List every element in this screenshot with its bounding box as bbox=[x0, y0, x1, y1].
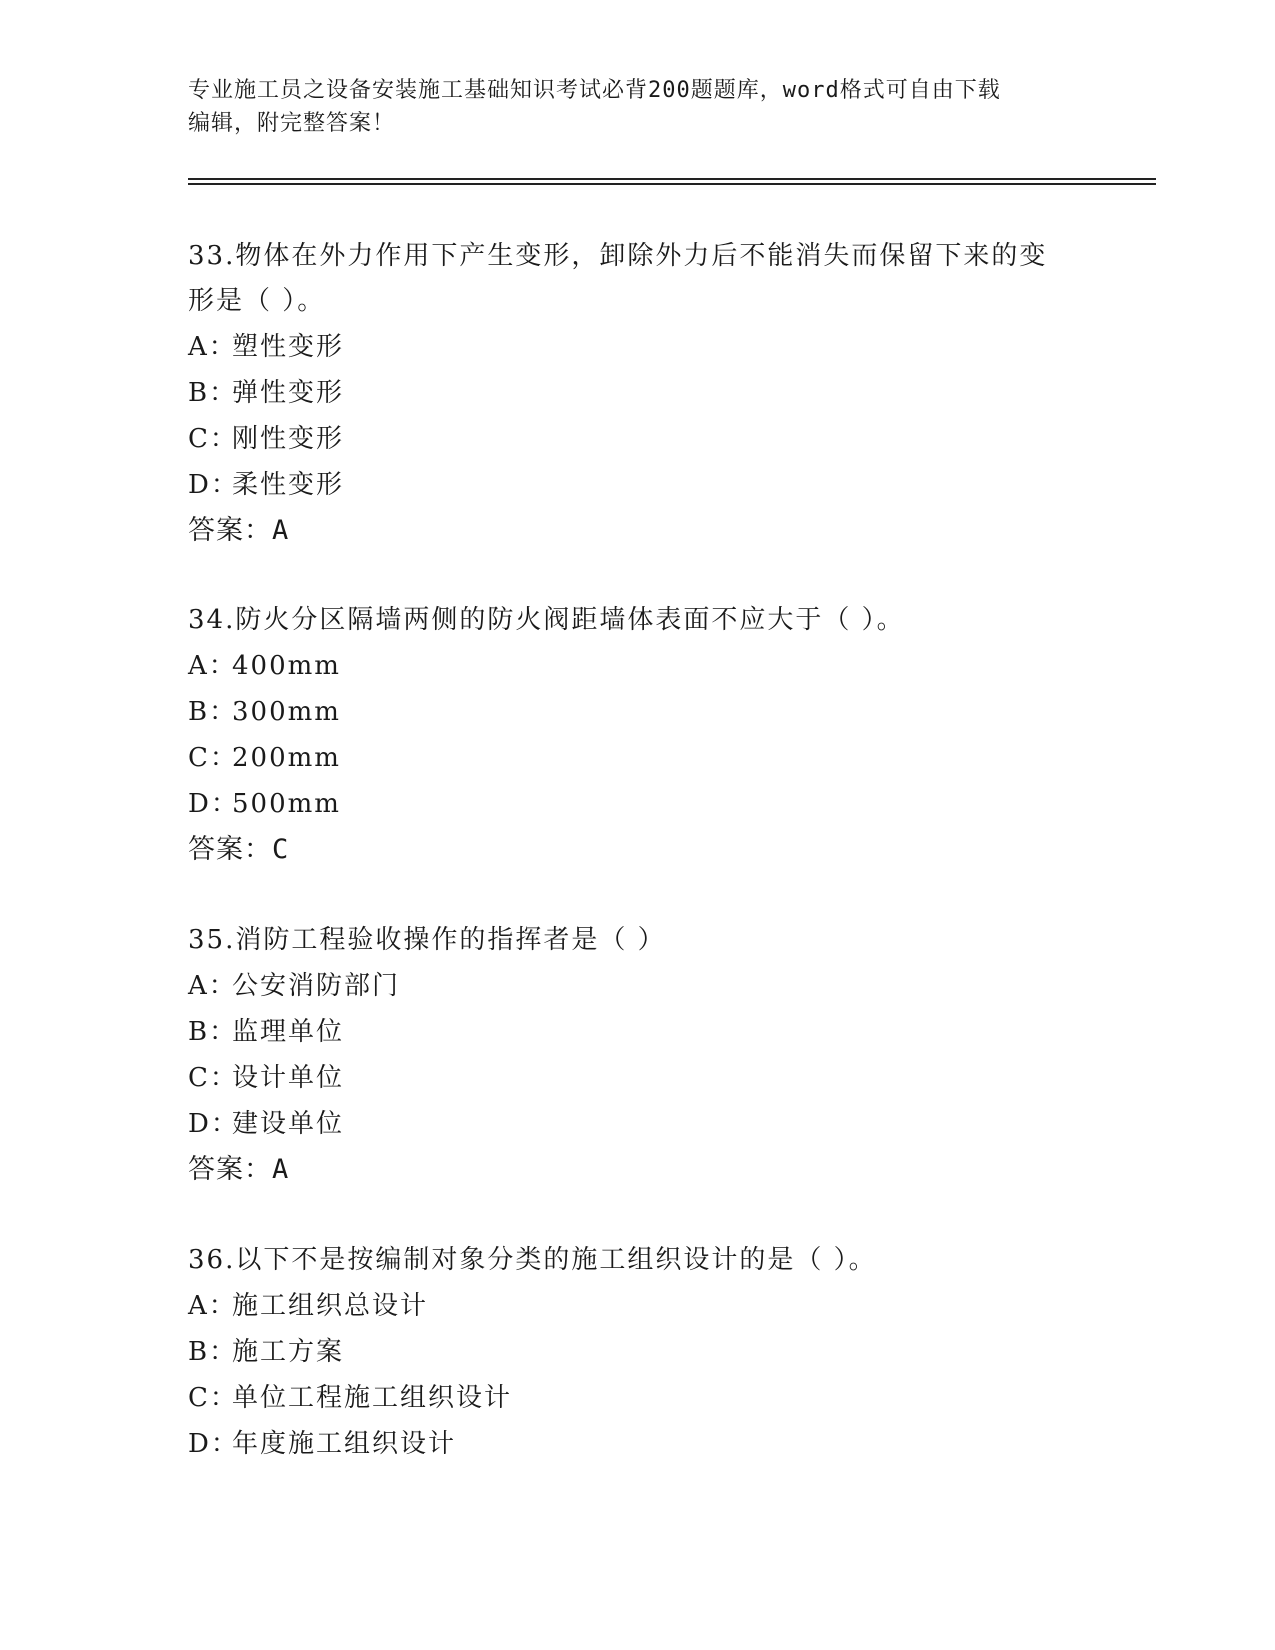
answer-line: 答案：A bbox=[188, 1154, 290, 1185]
option-letter: B： bbox=[188, 378, 238, 408]
option-text: 监理单位 bbox=[232, 1017, 345, 1047]
option-text: 施工方案 bbox=[232, 1337, 345, 1367]
header-divider-bottom bbox=[188, 183, 1156, 185]
option-text: 500mm bbox=[232, 789, 341, 819]
option-letter: D： bbox=[188, 789, 239, 819]
option-letter: B： bbox=[188, 1337, 238, 1367]
question-stem-line: 34.防火分区隔墙两侧的防火阀距墙体表面不应大于（ ）。 bbox=[188, 605, 905, 635]
question-36 bbox=[188, 1238, 1088, 1467]
option-c bbox=[188, 1055, 1088, 1101]
option-d bbox=[188, 781, 1088, 827]
option-letter: C： bbox=[188, 1063, 238, 1093]
option-b bbox=[188, 1329, 1088, 1375]
option-a bbox=[188, 324, 1088, 370]
option-letter: C： bbox=[188, 743, 238, 773]
option-c bbox=[188, 416, 1088, 462]
question-35 bbox=[188, 918, 1088, 1193]
option-d bbox=[188, 1421, 1088, 1467]
option-text: 弹性变形 bbox=[232, 378, 345, 408]
option-c bbox=[188, 735, 1088, 781]
option-text: 200mm bbox=[232, 743, 341, 773]
question-stem-line: 36.以下不是按编制对象分类的施工组织设计的是（ ）。 bbox=[188, 1245, 877, 1275]
header-line-2: 编辑，附完整答案！ bbox=[188, 111, 396, 136]
question-stem bbox=[188, 918, 1088, 963]
question-stem-line: 33.物体在外力作用下产生变形，卸除外力后不能消失而保留下来的变 bbox=[188, 241, 1048, 271]
question-stem-line: 35.消防工程验收操作的指挥者是（ ） bbox=[188, 925, 666, 955]
option-text: 设计单位 bbox=[232, 1063, 345, 1093]
option-a bbox=[188, 1283, 1088, 1329]
option-text: 建设单位 bbox=[232, 1109, 345, 1139]
option-text: 300mm bbox=[232, 697, 341, 727]
option-letter: D： bbox=[188, 470, 239, 500]
option-text: 施工组织总设计 bbox=[232, 1291, 429, 1321]
option-letter: B： bbox=[188, 1017, 238, 1047]
question-stem bbox=[188, 1238, 1088, 1283]
option-letter: C： bbox=[188, 424, 238, 454]
option-letter: D： bbox=[188, 1109, 239, 1139]
header-divider-top bbox=[188, 178, 1156, 180]
question-34 bbox=[188, 598, 1088, 873]
option-text: 年度施工组织设计 bbox=[232, 1429, 457, 1459]
question-33 bbox=[188, 234, 1088, 554]
option-text: 柔性变形 bbox=[232, 470, 345, 500]
option-a bbox=[188, 643, 1088, 689]
header-line-1: 专业施工员之设备安装施工基础知识考试必背200题题库，word格式可自由下载 bbox=[188, 78, 1001, 103]
option-letter: A： bbox=[188, 651, 237, 681]
option-letter: D： bbox=[188, 1429, 239, 1459]
option-text: 400mm bbox=[232, 651, 341, 681]
option-text: 单位工程施工组织设计 bbox=[232, 1383, 513, 1413]
answer-line: 答案：C bbox=[188, 834, 290, 865]
option-text: 塑性变形 bbox=[232, 332, 345, 362]
option-b bbox=[188, 370, 1088, 416]
option-text: 刚性变形 bbox=[232, 424, 345, 454]
option-d bbox=[188, 1101, 1088, 1147]
question-stem bbox=[188, 234, 1088, 324]
option-c bbox=[188, 1375, 1088, 1421]
answer-line: 答案：A bbox=[188, 515, 290, 546]
option-a bbox=[188, 963, 1088, 1009]
option-letter: A： bbox=[188, 332, 237, 362]
option-text: 公安消防部门 bbox=[232, 971, 401, 1001]
option-letter: C： bbox=[188, 1383, 238, 1413]
question-stem-line: 形是（ ）。 bbox=[188, 286, 326, 316]
option-letter: A： bbox=[188, 1291, 237, 1321]
option-letter: A： bbox=[188, 971, 237, 1001]
option-letter: B： bbox=[188, 697, 238, 727]
question-stem bbox=[188, 598, 1088, 643]
document-header bbox=[188, 74, 1068, 140]
option-b bbox=[188, 689, 1088, 735]
option-d bbox=[188, 462, 1088, 508]
option-b bbox=[188, 1009, 1088, 1055]
